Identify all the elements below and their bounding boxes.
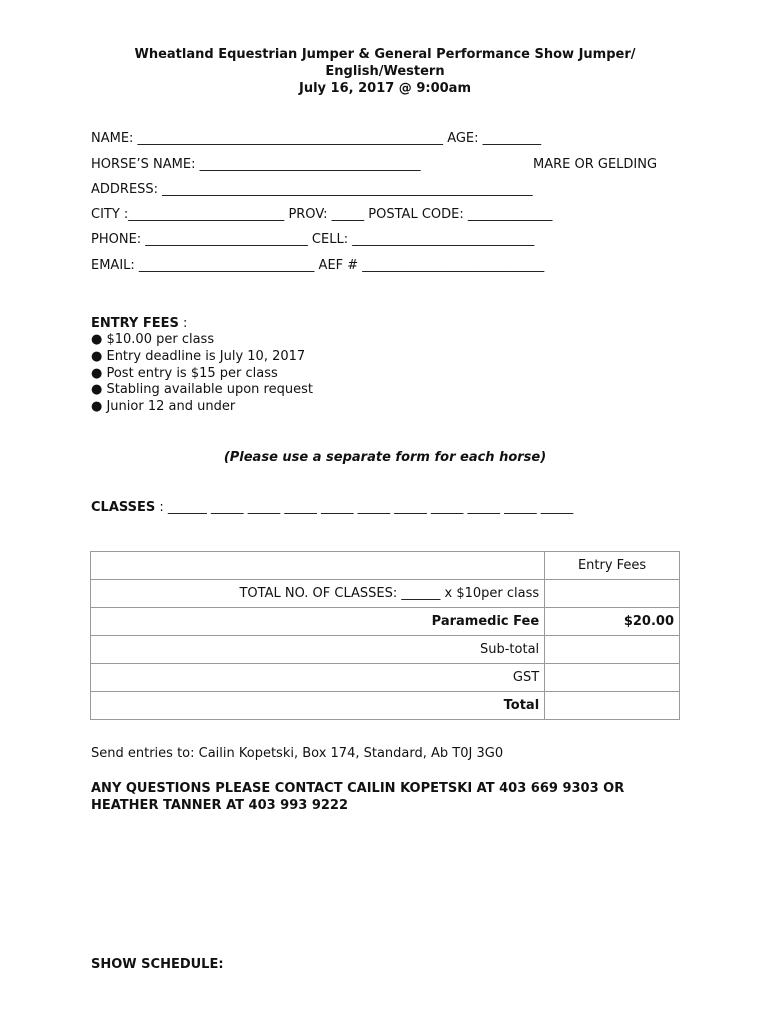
event-date: July 16, 2017 @ 9:00am <box>299 81 471 96</box>
address-field[interactable]: ADDRESS: _________________________________________________________ <box>91 182 533 197</box>
table-row <box>91 692 680 720</box>
city-prov-postal-field[interactable]: CITY :________________________ PROV: _____ POSTAL CODE: _____________ <box>91 207 553 222</box>
separate-form-note: (Please use a separate form for each horse) <box>223 450 547 465</box>
horse-name-field[interactable]: HORSE’S NAME: __________________________________ <box>91 157 421 172</box>
table-row <box>91 608 680 636</box>
entry-fees-column-header: Entry Fees <box>545 552 680 580</box>
entry-fees-label: ENTRY FEES <box>91 316 179 331</box>
subtotal-value[interactable] <box>545 636 680 664</box>
table-row <box>91 664 680 692</box>
show-schedule-heading: SHOW SCHEDULE: <box>91 957 224 972</box>
list-item: ● Stabling available upon request <box>91 382 313 398</box>
contact-questions: ANY QUESTIONS PLEASE CONTACT CAILIN KOPETSKI AT 403 669 9303 OR HEATHER TANNER AT 403 993 9222 <box>91 781 625 813</box>
table-row <box>91 580 680 608</box>
title-line-2: English/Western <box>325 64 445 79</box>
total-value[interactable] <box>545 692 680 720</box>
entry-fees-list <box>91 332 313 416</box>
classes-label: CLASSES <box>91 500 156 515</box>
list-item: ● Post entry is $15 per class <box>91 365 278 381</box>
name-age-field[interactable]: NAME: _______________________________________________ AGE: _________ <box>91 131 542 146</box>
document-title <box>0 46 770 97</box>
table-row <box>91 552 680 580</box>
classes-field[interactable] <box>91 500 573 516</box>
entry-fees-heading <box>91 316 187 332</box>
list-item: ● Junior 12 and under <box>91 399 236 415</box>
send-entries-address: Send entries to: Cailin Kopetski, Box 174, Standard, Ab T0J 3G0 <box>91 746 504 761</box>
phone-cell-field[interactable]: PHONE: _________________________ CELL: ____________________________ <box>91 232 535 247</box>
title-line-1: Wheatland Equestrian Jumper & General Performance Show Jumper/ <box>134 47 636 62</box>
gst-value[interactable] <box>545 664 680 692</box>
list-item: ● $10.00 per class <box>91 332 215 347</box>
total-classes-label[interactable]: TOTAL NO. OF CLASSES: ______ x $10per class <box>91 580 545 608</box>
mare-or-gelding-label: MARE OR GELDING <box>533 157 658 172</box>
paramedic-fee-label: Paramedic Fee <box>91 608 545 636</box>
email-aef-field[interactable]: EMAIL: ___________________________ AEF # ____________________________ <box>91 258 545 273</box>
total-label: Total <box>91 692 545 720</box>
entry-fees-colon: : <box>178 316 188 331</box>
subtotal-label: Sub-total <box>91 636 545 664</box>
total-classes-value[interactable] <box>545 580 680 608</box>
gst-label: GST <box>91 664 545 692</box>
classes-blanks[interactable]: : ______ _____ _____ _____ _____ _____ _____ _____ _____ _____ _____ <box>155 500 574 515</box>
table-row <box>91 636 680 664</box>
table-cell <box>91 552 545 580</box>
fees-table <box>90 551 680 720</box>
list-item: ● Entry deadline is July 10, 2017 <box>91 348 306 364</box>
paramedic-fee-value: $20.00 <box>545 608 680 636</box>
